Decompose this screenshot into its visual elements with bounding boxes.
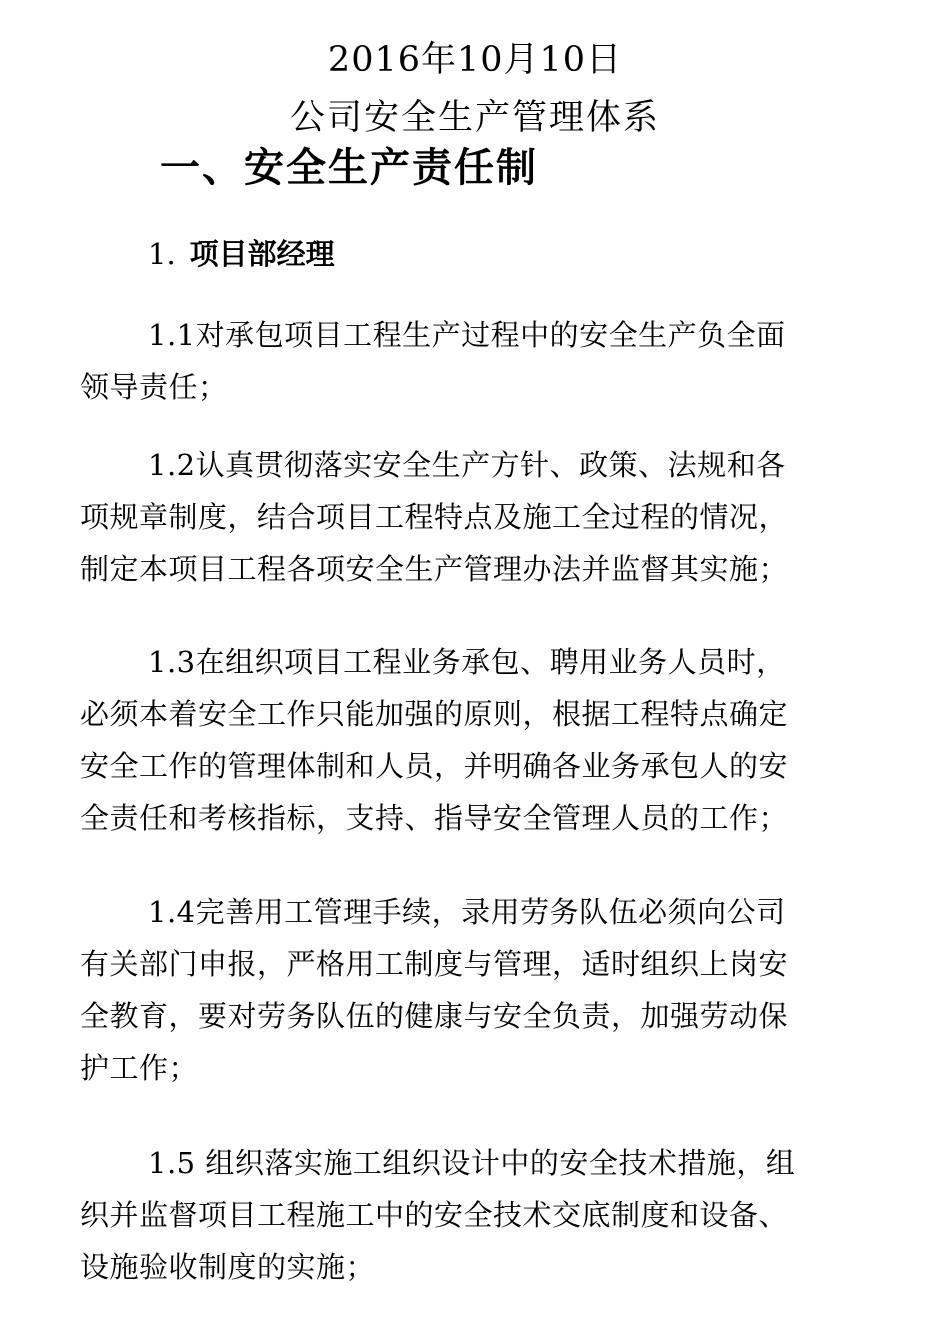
sub-heading-number: 1. [148, 237, 176, 271]
paragraph-line: 1.4完善用工管理手续，录用劳务队伍必须向公司 [148, 895, 786, 929]
section-heading: 一、安全生产责任制 [160, 145, 538, 191]
document-date: 2016年10月10日 [327, 40, 623, 80]
paragraph-1-1 [80, 309, 870, 413]
paragraph-line: 1.1对承包项目工程生产过程中的安全生产负全面 [148, 318, 786, 352]
paragraph-line: 有关部门申报，严格用工制度与管理，适时组织上岗安 [80, 947, 789, 981]
document-title: 公司安全生产管理体系 [289, 98, 660, 138]
paragraph-line: 1.2认真贯彻落实安全生产方针、政策、法规和各 [148, 448, 786, 482]
paragraph-line: 制定本项目工程各项安全生产管理办法并监督其实施； [80, 552, 789, 586]
paragraph-1-5 [80, 1137, 870, 1293]
sub-heading-label: 项目部经理 [189, 237, 335, 271]
paragraph-line: 项规章制度，结合项目工程特点及施工全过程的情况， [80, 500, 789, 534]
paragraph-line: 护工作； [80, 1051, 199, 1085]
paragraph-line: 领导责任； [80, 370, 228, 404]
paragraph-line: 设施验收制度的实施； [80, 1250, 376, 1284]
paragraph-line: 必须本着安全工作只能加强的原则，根据工程特点确定 [80, 697, 789, 731]
paragraph-1-4 [80, 886, 870, 1094]
paragraph-line: 织并监督项目工程施工中的安全技术交底制度和设备、 [80, 1198, 789, 1232]
paragraph-line: 全教育，要对劳务队伍的健康与安全负责，加强劳动保 [80, 999, 789, 1033]
paragraph-1-3 [80, 636, 870, 844]
paragraph-line: 全责任和考核指标，支持、指导安全管理人员的工作； [80, 801, 789, 835]
paragraph-line: 1.5 组织落实施工组织设计中的安全技术措施，组 [148, 1146, 796, 1180]
paragraph-line: 1.3在组织项目工程业务承包、聘用业务人员时， [148, 645, 786, 679]
sub-heading [148, 232, 335, 276]
paragraph-line: 安全工作的管理体制和人员，并明确各业务承包人的安 [80, 749, 789, 783]
paragraph-1-2 [80, 439, 870, 595]
